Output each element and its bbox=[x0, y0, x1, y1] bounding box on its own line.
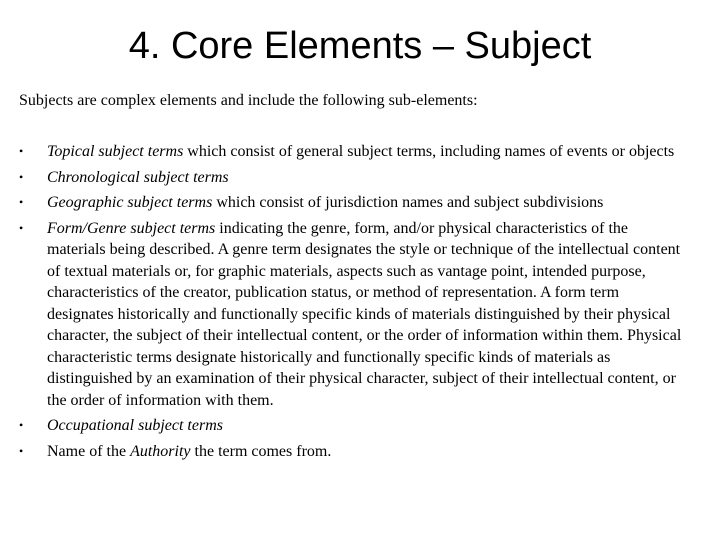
list-item-authority bbox=[19, 441, 689, 463]
item-description: which consist of jurisdiction names and subject subdivisions bbox=[212, 194, 604, 211]
item-term: Topical subject terms bbox=[47, 143, 184, 160]
intro-text: Subjects are complex elements and include the following sub-elements: bbox=[19, 92, 478, 109]
item-description: Name of the bbox=[47, 442, 131, 460]
item-description-end: the term comes from. bbox=[190, 442, 332, 460]
list-item-form-genre bbox=[19, 218, 689, 412]
item-term: Authority bbox=[130, 442, 191, 460]
slide-title: 4. Core Elements – Subject bbox=[128, 25, 592, 67]
bullet-icon: • bbox=[19, 195, 24, 209]
list-item-topical bbox=[19, 141, 689, 163]
item-description: indicating the genre, form, and/or physical characteristics of the materials being described. A genre term designates the style or technique of the intellectual content of textual materials or, for graphic materials, aspects such as vantage point, intended purpose, characteristics of the creator, publication status, or method of representation. A form term designates historically and functionally specific kinds of materials distinguished by their physical character, the subject of their intellectual content, or the order of information within them. Physical characteristic terms designate historically and functionally specific kinds of materials as distinguished by an examination of their physical character, subject of their intellectual content, or the order of information with them. bbox=[47, 219, 682, 409]
list-item-chronological bbox=[19, 167, 689, 189]
item-description: which consist of general subject terms, including names of events or objects bbox=[183, 143, 675, 160]
bullet-icon: • bbox=[19, 443, 24, 458]
item-term: Form/Genre subject terms bbox=[47, 219, 216, 237]
bullet-icon: • bbox=[19, 144, 24, 158]
bullet-icon: • bbox=[19, 220, 24, 235]
item-term: Geographic subject terms bbox=[47, 194, 213, 211]
item-term: Chronological subject terms bbox=[47, 168, 229, 186]
item-term: Occupational subject terms bbox=[47, 417, 223, 434]
sub-element-list bbox=[19, 141, 689, 466]
bullet-icon: • bbox=[19, 418, 24, 432]
list-item-geographic bbox=[19, 192, 689, 214]
bullet-icon: • bbox=[19, 169, 24, 184]
list-item-occupational bbox=[19, 415, 689, 437]
